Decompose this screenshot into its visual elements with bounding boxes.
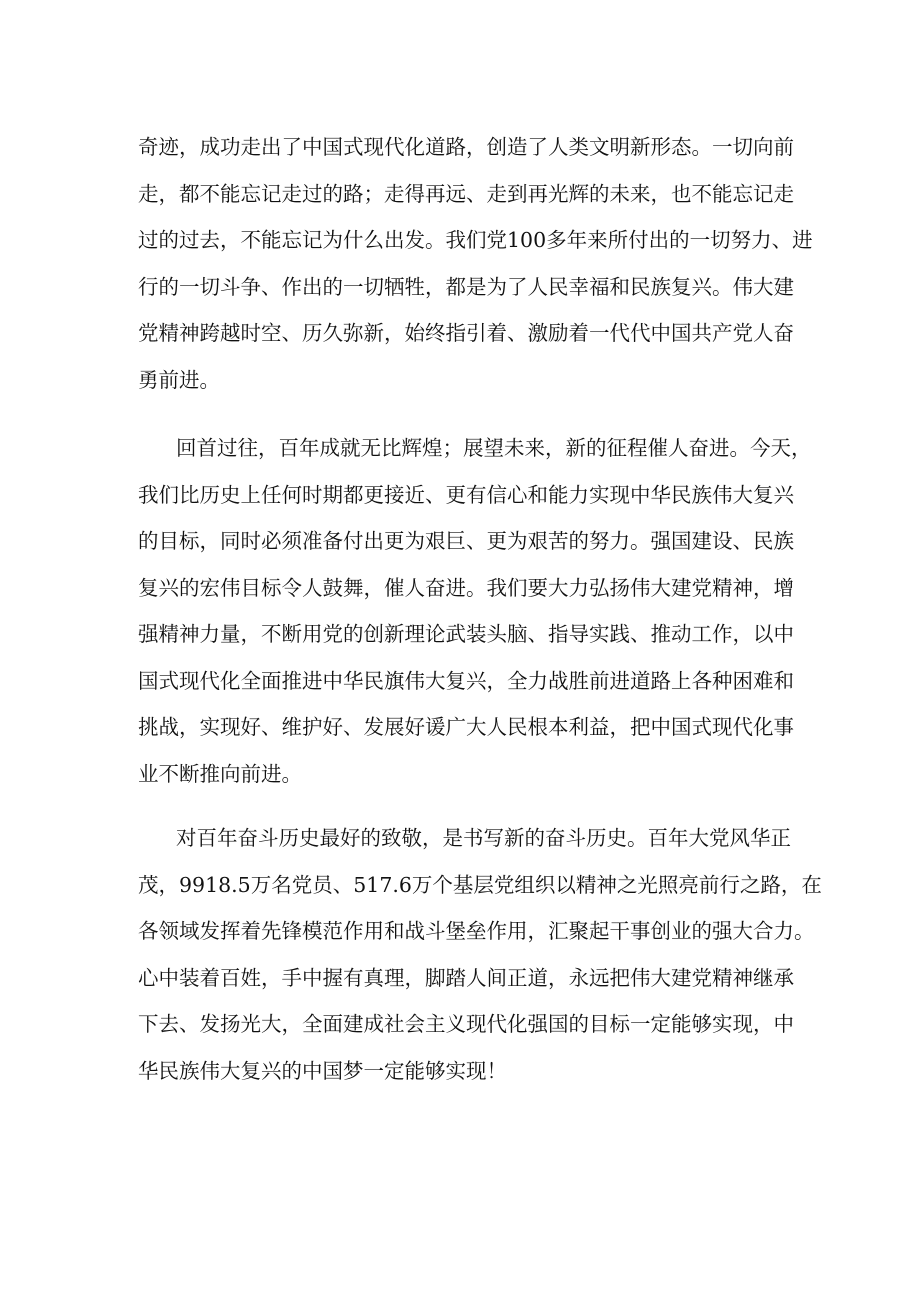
paragraph-line: 各领域发挥着先锋模范作用和战斗堡垒作用，汇聚起干事创业的强大合力。 (138, 919, 815, 943)
paragraph-line: 奇迹，成功走出了中国式现代化道路，创造了人类文明新形态。一切向前 (138, 135, 794, 159)
paragraph-line: 回首过往，百年成就无比辉煌；展望未来，新的征程催人奋进。今天， (176, 436, 812, 460)
paragraph-line: 复兴的宏伟目标令人鼓舞，催人奋进。我们要大力弘扬伟大建党精神，增 (138, 575, 794, 600)
paragraph-line: 过的过去，不能忘记为什么出发。我们党100多年来所付出的一切努力、进 (138, 228, 813, 252)
paragraph-2 (138, 425, 812, 797)
paragraph-line: 业不断推向前进。 (138, 761, 302, 786)
paragraph-line: 心中装着百姓，手中握有真理，脚踏人间正道，永远把伟大建党精神继承 (138, 965, 794, 990)
paragraph-line: 对百年奋斗历史最好的致敬，是书写新的奋斗历史。百年大党风华正 (176, 826, 791, 850)
paragraph-3 (138, 815, 822, 1094)
paragraph-line: 的目标，同时必须准备付出更为艰巨、更为艰苦的努力。强国建设、民族 (138, 529, 794, 553)
paragraph-line: 下去、发扬光大，全面建成社会主义现代化强国的目标一定能够实现，中 (138, 1012, 794, 1036)
paragraph-line: 国式现代化全面推进中华民旗伟大复兴，全力战胜前进道路上各种困难和 (138, 668, 794, 693)
paragraph-line: 华民族伟大复兴的中国梦一定能够实现！ (138, 1058, 507, 1083)
paragraph-line: 挑战，实现好、维护好、发展好谖广大人民根本利益，把中国式现代化事 (138, 715, 794, 739)
paragraph-line: 行的一切斗争、作出的一切牺牲，都是为了人民幸福和民族复兴。伟大建 (138, 274, 794, 299)
paragraph-line: 强精神力量，不断用党的创新理论武装头脑、指导实践、推动工作，以中 (138, 622, 794, 646)
paragraph-line: 走，都不能忘记走过的路；走得再远、走到再光辉的未来，也不能忘记走 (138, 181, 794, 206)
paragraph-line: 党精神跨越时空、历久弥新，始终指引着、激励着一代代中国共产党人奋 (138, 321, 794, 345)
paragraph-1 (138, 124, 813, 403)
paragraph-line: 茂，9918.5万名党员、517.6万个基层党组织以精神之光照亮前行之路，在 (138, 872, 822, 897)
paragraph-line: 勇前进。 (138, 367, 220, 392)
paragraph-line: 我们比历史上任何时期都更接近、更有信心和能力实现中华民族伟大复兴 (138, 482, 794, 507)
